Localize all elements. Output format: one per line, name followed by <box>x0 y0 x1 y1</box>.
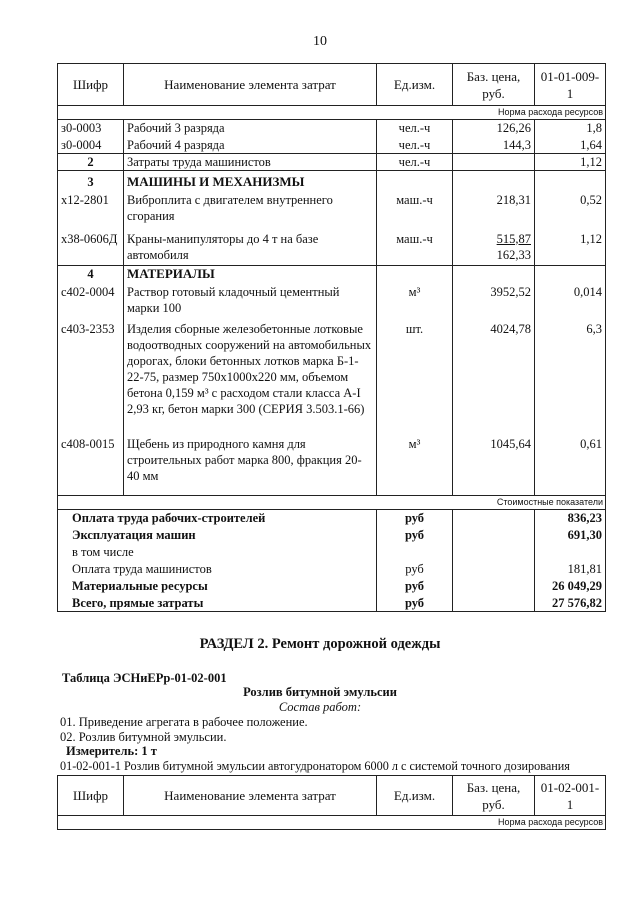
total-name: Оплата труда рабочих-строителей <box>58 510 377 527</box>
header-name: Наименование элемента затрат <box>124 776 377 816</box>
total-value: 181,81 <box>535 561 606 578</box>
table-row <box>58 120 606 137</box>
row-norm: 1,12 <box>535 154 606 171</box>
total-unit: руб <box>377 510 453 527</box>
row-name: Изделия сборные железобетонные лотковые водоотводных сооружений на автомобильных дорогах, блоки бетонных лотков марка Б-1-22-75, размер 750х1000х220 мм, объемом бетона 0,159 м³ с расходом стали класса А-I 2,93 кг, бетон марки 300 (СЕРИЯ 3.503.1-66) <box>124 321 377 436</box>
row-unit: шт. <box>377 321 453 436</box>
total-name: Эксплуатация машин <box>58 527 377 544</box>
header-code: Шифр <box>58 64 124 106</box>
row-name: Виброплита с двигателем внутреннего сгорания <box>124 192 377 231</box>
header-code: Шифр <box>58 776 124 816</box>
table-row <box>58 284 606 321</box>
total-value: 836,23 <box>535 510 606 527</box>
total-unit: руб <box>377 561 453 578</box>
row-unit: маш.-ч <box>377 192 453 231</box>
section-title: РАЗДЕЛ 2. Ремонт дорожной одежды <box>199 636 441 652</box>
row-code: с408-0015 <box>58 436 124 496</box>
row-unit: м³ <box>377 284 453 321</box>
section-row <box>58 266 606 284</box>
row-name: Затраты труда машинистов <box>124 154 377 171</box>
total-value: 26 049,29 <box>535 578 606 595</box>
section-code: 4 <box>58 266 124 284</box>
norm-row <box>58 106 606 120</box>
row-unit: чел.-ч <box>377 137 453 154</box>
row-price-value: 515,87 <box>496 231 531 246</box>
total-name: в том числе <box>58 544 377 561</box>
row-unit: чел.-ч <box>377 120 453 137</box>
row-unit: чел.-ч <box>377 154 453 171</box>
cost-row <box>58 496 606 510</box>
header-price: Баз. цена, руб. <box>453 776 535 816</box>
norm-item-title: 01-02-001-1 Розлив битумной эмульсии автогудронатором 6000 л с системой точного дозирования <box>60 759 570 773</box>
row-price <box>453 154 535 171</box>
row-code: з0-0003 <box>58 120 124 137</box>
row-price: 218,31 <box>453 192 535 231</box>
work-step: 01. Приведение агрегата в рабочее положение. <box>60 715 308 729</box>
row-price <box>453 231 535 266</box>
section-row <box>58 171 606 192</box>
table-row <box>58 436 606 496</box>
row-price: 126,26 <box>453 120 535 137</box>
row-code: с402-0004 <box>58 284 124 321</box>
table-row <box>58 192 606 231</box>
row-name: Рабочий 3 разряда <box>124 120 377 137</box>
meter-label: Измеритель: 1 т <box>66 744 157 758</box>
total-unit: руб <box>377 595 453 612</box>
header-norm-code: 01-02-001-1 <box>535 776 606 816</box>
table-row <box>58 321 606 436</box>
row-price-machinist: 162,33 <box>496 247 531 262</box>
total-row <box>58 578 606 595</box>
row-name: Краны-манипуляторы до 4 т на базе автомобиля <box>124 231 377 266</box>
row-price: 3952,52 <box>453 284 535 321</box>
header-name: Наименование элемента затрат <box>124 64 377 106</box>
resource-table-2 <box>57 775 606 830</box>
table-header <box>58 776 606 816</box>
composition-title: Состав работ: <box>278 700 362 714</box>
work-title: Розлив битумной эмульсии <box>243 685 397 699</box>
total-unit: руб <box>377 578 453 595</box>
row-code: х38-0606Д <box>58 231 124 266</box>
row-norm: 1,64 <box>535 137 606 154</box>
total-name: Всего, прямые затраты <box>58 595 377 612</box>
norm-label: Норма расхода ресурсов <box>58 106 606 120</box>
table-row <box>58 231 606 266</box>
total-unit <box>377 544 453 561</box>
total-row <box>58 527 606 544</box>
row-name: Раствор готовый кладочный цементный марки 100 <box>124 284 377 321</box>
row-norm: 0,014 <box>535 284 606 321</box>
row-price: 4024,78 <box>453 321 535 436</box>
row-norm: 0,61 <box>535 436 606 496</box>
header-unit: Ед.изм. <box>377 64 453 106</box>
row-norm: 6,3 <box>535 321 606 436</box>
section-name: МАТЕРИАЛЫ <box>124 266 377 284</box>
section-code: 3 <box>58 171 124 192</box>
total-value <box>535 544 606 561</box>
row-price: 144,3 <box>453 137 535 154</box>
row-norm: 1,12 <box>535 231 606 266</box>
row-code: с403-2353 <box>58 321 124 436</box>
row-norm: 0,52 <box>535 192 606 231</box>
resource-table-1 <box>57 63 606 612</box>
work-step: 02. Розлив битумной эмульсии. <box>60 730 227 744</box>
row-unit: маш.-ч <box>377 231 453 266</box>
total-row <box>58 595 606 612</box>
header-unit: Ед.изм. <box>377 776 453 816</box>
total-value: 691,30 <box>535 527 606 544</box>
row-price: 1045,64 <box>453 436 535 496</box>
page-number: 10 <box>313 34 327 49</box>
table-label: Таблица ЭСНиЕРр-01-02-001 <box>62 671 227 685</box>
total-row <box>58 561 606 578</box>
total-row <box>58 544 606 561</box>
row-name: Щебень из природного камня для строительных работ марка 800, фракция 20-40 мм <box>124 436 377 496</box>
total-name: Оплата труда машинистов <box>58 561 377 578</box>
cost-label: Стоимостные показатели <box>58 496 606 510</box>
row-name: Рабочий 4 разряда <box>124 137 377 154</box>
total-value: 27 576,82 <box>535 595 606 612</box>
section-name: МАШИНЫ И МЕХАНИЗМЫ <box>124 171 377 192</box>
table-row <box>58 137 606 154</box>
norm-label: Норма расхода ресурсов <box>58 816 606 830</box>
total-unit: руб <box>377 527 453 544</box>
row-norm: 1,8 <box>535 120 606 137</box>
table-row <box>58 154 606 171</box>
header-norm-code: 01-01-009-1 <box>535 64 606 106</box>
header-price: Баз. цена, руб. <box>453 64 535 106</box>
total-name: Материальные ресурсы <box>58 578 377 595</box>
norm-row <box>58 816 606 830</box>
row-unit: м³ <box>377 436 453 496</box>
row-code: 2 <box>58 154 124 171</box>
table-header <box>58 64 606 106</box>
row-code: х12-2801 <box>58 192 124 231</box>
row-code: з0-0004 <box>58 137 124 154</box>
total-row <box>58 510 606 527</box>
